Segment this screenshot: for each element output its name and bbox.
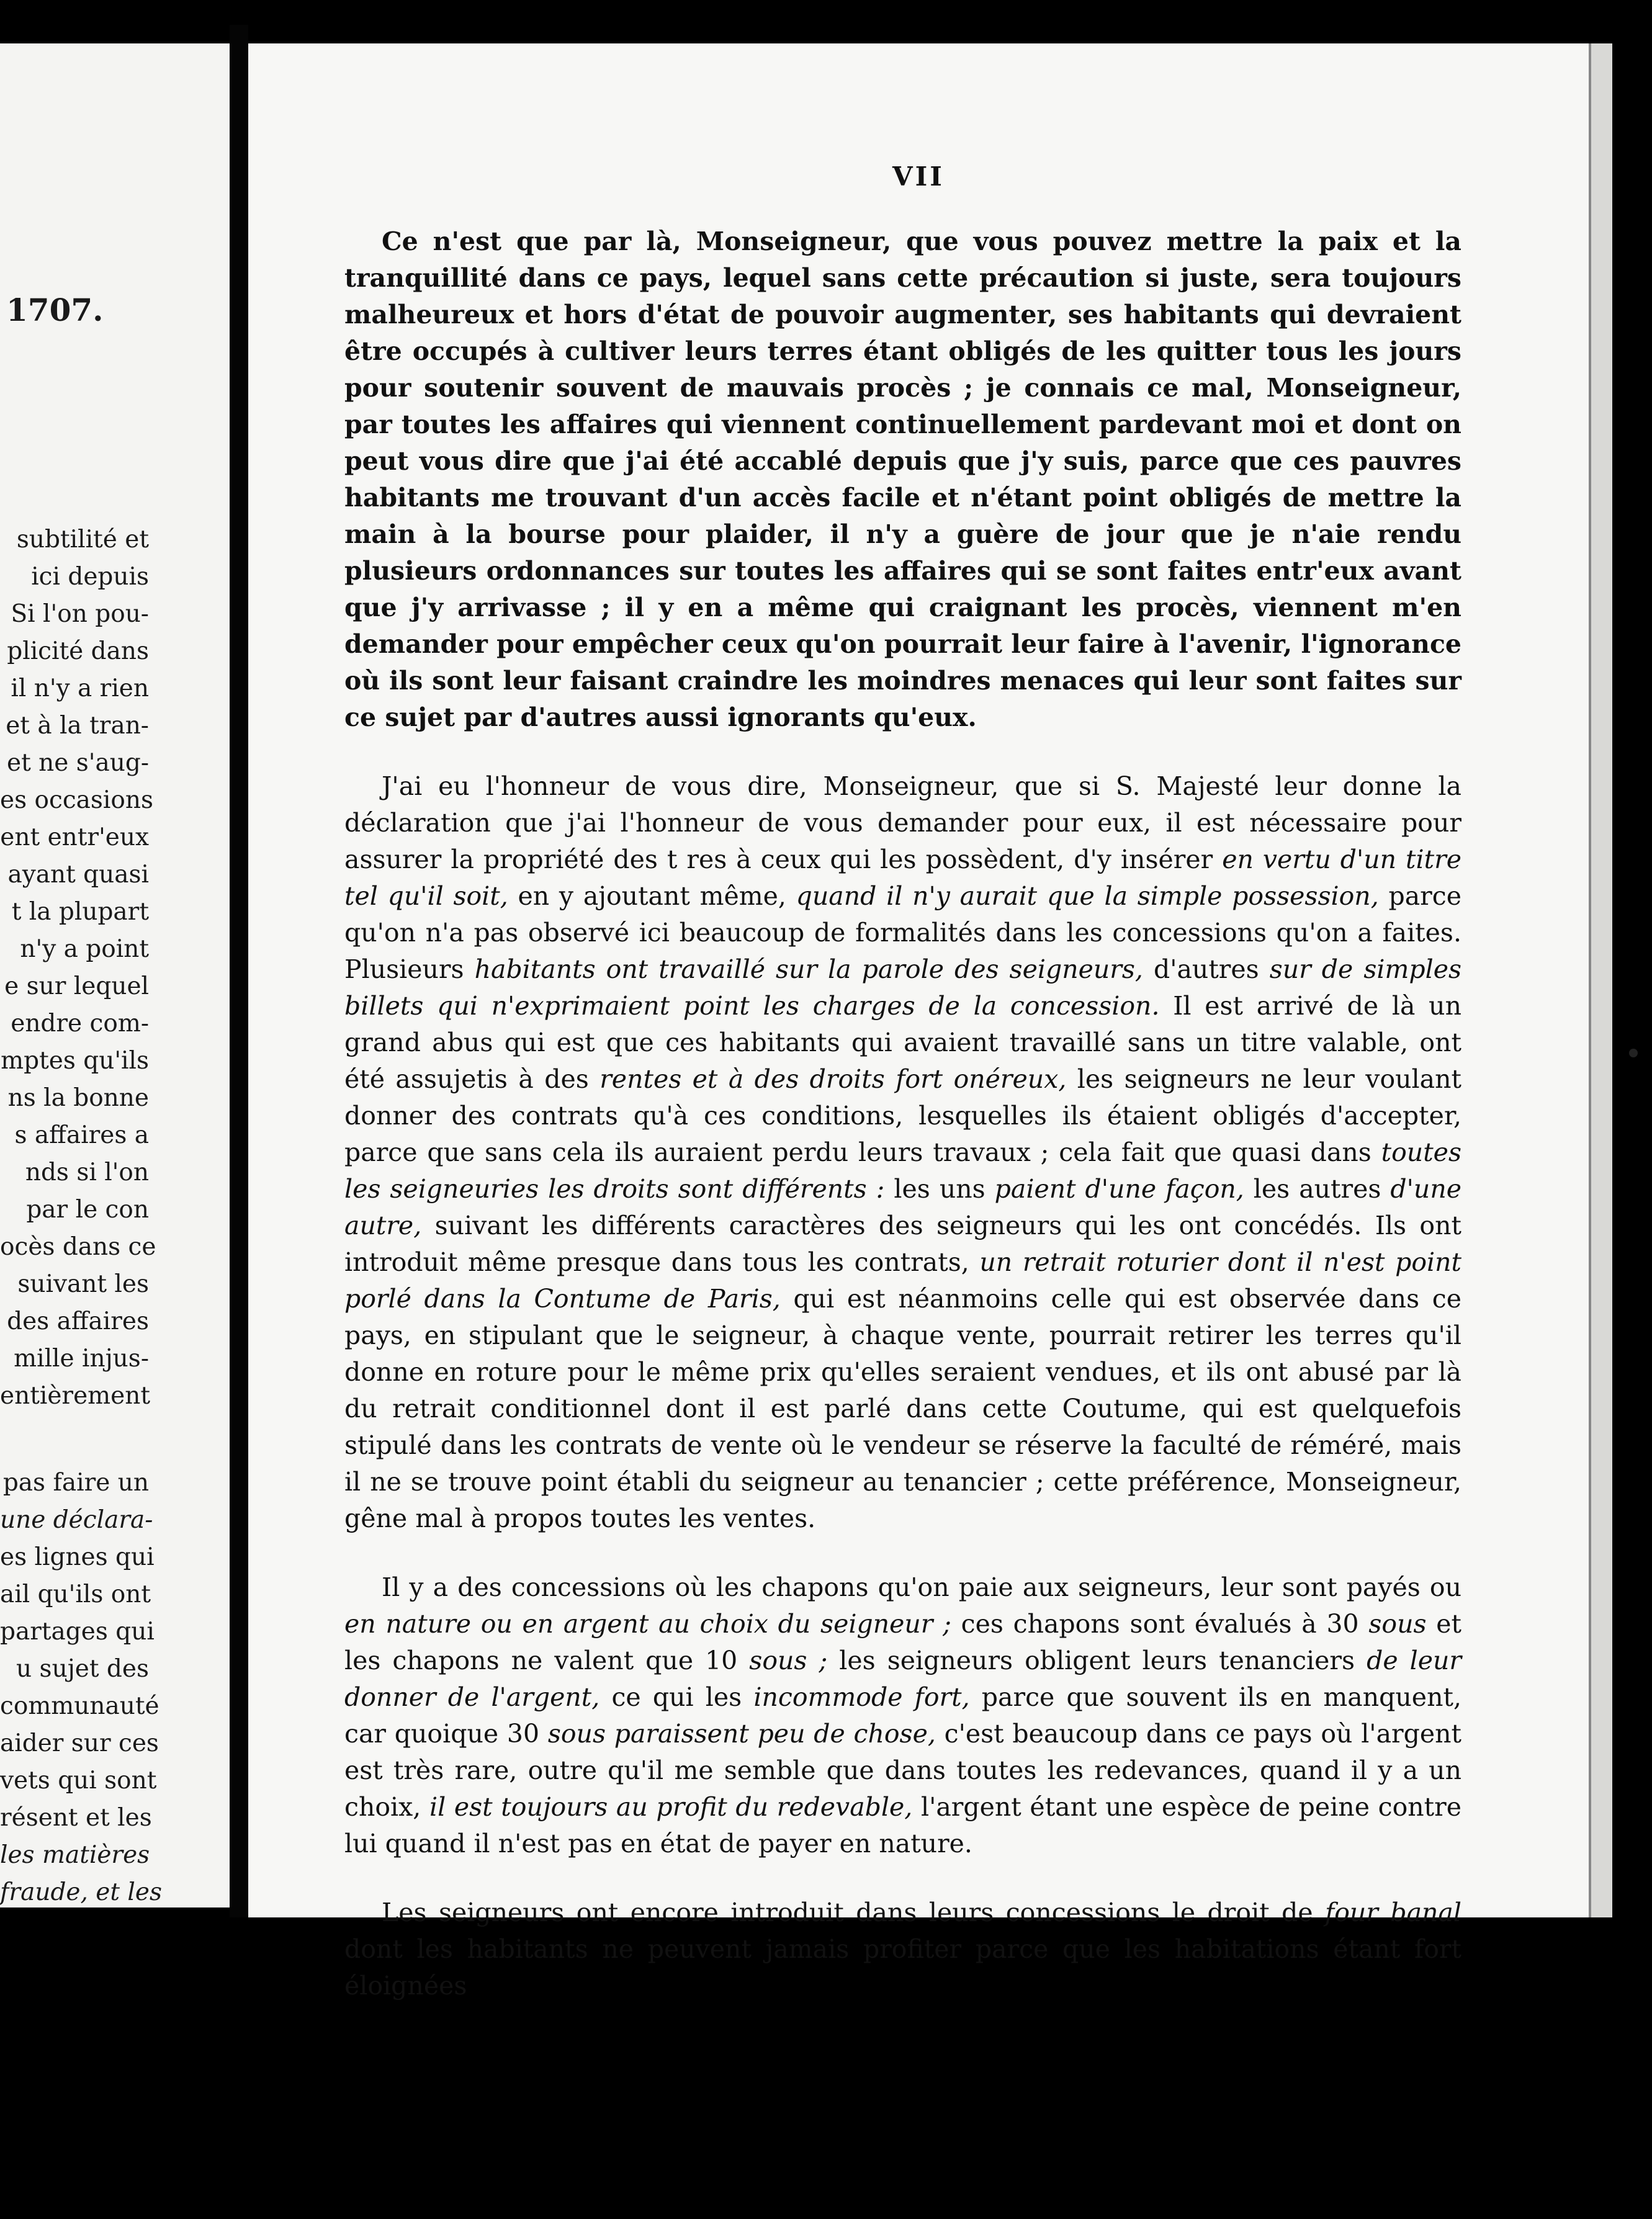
- facing-page-line: e sur lequel: [4, 972, 149, 1000]
- text-segment: l'argent étant une espèce de peine contre lui quand il n'est pas en état de payer en nature.: [344, 1792, 1462, 1858]
- facing-page-line: communauté: [0, 1692, 159, 1720]
- text-segment: J'ai eu l'honneur de vous dire, Monseigneur, que si S. Majesté leur donne la déclaration que j'ai l'honneur de vous demander pour eux, il est nécessaire pour assurer la propriété des t res à ceux qui les possèdent, d'y insérer: [344, 771, 1461, 874]
- facing-page-line: il n'y a rien: [11, 675, 149, 702]
- facing-page-line: nds si l'on: [25, 1159, 149, 1186]
- italic-segment: quand il n'y aurait que la simple possession,: [796, 881, 1379, 911]
- facing-page-line: partages qui: [0, 1618, 155, 1646]
- italic-segment: sous ;: [749, 1646, 828, 1675]
- text-segment: qui est néanmoins celle qui est observée dans ce pays, en stipulant que le seigneur, à chaque vente, pourrait retirer les terres qu'il donne en roture pour le même prix qu'elles seraient vendues, et ils ont abusé par là du retrait conditionnel dont il est parlé dans cette Coutume, qui est quelquefois stipulé dans les contrats de vente où le vendeur se réserve la faculté de réméré, mais il ne se trouve point établi du seigneur au tenancier ; cette préférence, Monseigneur, gêne mal à propos toutes les ventes.: [344, 1284, 1462, 1533]
- facing-page-line: fraude, et les: [0, 1878, 163, 1906]
- facing-page-line: ent entr'eux: [0, 823, 149, 851]
- facing-page-line: suivant les: [17, 1270, 149, 1298]
- facing-page-line: et ne s'aug-: [7, 749, 149, 777]
- text-segment: les uns: [884, 1174, 995, 1204]
- facing-page-line: une déclara-: [0, 1506, 153, 1534]
- page-edge: [1589, 43, 1612, 1917]
- italic-segment: en vertu d'un titre tel qu'il soit,: [344, 845, 1461, 911]
- facing-page-line: es occasions: [0, 786, 154, 814]
- facing-page-text: [0, 521, 230, 1911]
- text-segment: Il est arrivé de là un grand abus qui est que ces habitants qui avaient travaillé sans un titre valable, ont été assujetis à des: [344, 991, 1461, 1094]
- text-segment: c'est beaucoup dans ce pays où l'argent est très rare, outre qu'il me semble que dans toutes les redevances, quand il y a un choix,: [344, 1719, 1462, 1822]
- text-segment: les seigneurs obligent leurs tenanciers: [827, 1646, 1367, 1675]
- facing-page-line: entièrement: [0, 1382, 150, 1410]
- facing-page-line: t la plupart: [11, 898, 149, 926]
- text-segment: Ce n'est que par là, Monseigneur, que vous pouvez mettre la paix et la tranquillité dans ce pays, lequel sans cette précaution si juste, sera toujours malheureux et hors d'état de pouvoir augmenter, ses habitants qui devraient être occupés à cultiver leurs terres étant obligés de les quitter tous les jours pour soutenir souvent de mauvais procès ; je connais ce mal, Monseigneur, par toutes les affaires qui viennent continuellement pardevant moi et dont on peut vous dire que j'ai été accablé depuis que j'y suis, parce que ces pauvres habitants me trouvant d'un accès facile et n'étant point obligés de mettre la main à la bourse pour plaider, il n'y a guère de jour que je n'aie rendu plusieurs ordonnances sur toutes les affaires qui se sont faites entr'eux avant que j'y arrivasse ; il y en a même qui craignant les procès, viennent m'en demander pour empêcher ceux qu'on pourrait leur faire à l'avenir, l'ignorance où ils sont leur faisant craindre les moindres menaces qui leur sont faites sur ce sujet par d'autres aussi ignorants qu'eux.: [344, 226, 1461, 732]
- text-segment: en y ajoutant même,: [508, 881, 796, 911]
- italic-segment: rentes et à des droits fort onéreux,: [599, 1064, 1067, 1094]
- facing-page-line: endre com-: [11, 1010, 149, 1038]
- text-segment: ce qui les: [599, 1682, 754, 1712]
- facing-page-line: par le con: [26, 1196, 149, 1224]
- text-segment: ces chapons sont évalués à 30: [951, 1609, 1369, 1639]
- facing-page-line: ocès dans ce: [0, 1233, 156, 1261]
- facing-page-line: ici depuis: [31, 563, 149, 591]
- text-segment: Les seigneurs ont encore introduit dans leurs concessions le droit de: [382, 1898, 1326, 1927]
- text-segment: d'autres: [1142, 954, 1270, 984]
- text-segment: dont les habitants ne peuvent jamais profiter parce que les habitations étant fort éloignées: [344, 1934, 1461, 2001]
- facing-page-line: résent et les: [0, 1804, 152, 1832]
- text-segment: et les chapons ne valent que 10: [344, 1609, 1461, 1675]
- text-segment: les autres: [1244, 1174, 1391, 1204]
- italic-segment: un retrait roturier dont il n'est point porlé dans la Contume de Paris,: [344, 1247, 1461, 1314]
- italic-segment: sur de simples billets qui n'exprimaient point les charges de la concession.: [344, 954, 1462, 1021]
- facing-page-line: ail qu'ils ont: [0, 1580, 151, 1608]
- paragraph: [344, 1894, 1461, 2004]
- page-number-header: VII: [892, 161, 945, 192]
- scan-speck: [1629, 1049, 1638, 1057]
- facing-page-line: pas faire un: [2, 1469, 149, 1497]
- facing-page-fragment: [0, 43, 230, 1907]
- facing-page-line: es lignes qui: [0, 1543, 155, 1571]
- facing-page-line: ns la bonne: [7, 1084, 149, 1112]
- facing-page-line: Si l'on pou-: [11, 600, 149, 628]
- facing-page-line: des affaires: [7, 1307, 149, 1335]
- facing-page-line: aider sur ces: [0, 1729, 159, 1757]
- facing-page-line: mptes qu'ils: [1, 1047, 149, 1075]
- italic-segment: il est toujours au profit du redevable,: [429, 1792, 913, 1822]
- italic-segment: en nature ou en argent au choix du seigneur ;: [344, 1609, 951, 1639]
- facing-page-line: mille injus-: [14, 1345, 149, 1373]
- facing-page-year: 1707.: [6, 292, 104, 328]
- italic-segment: d'une autre,: [344, 1174, 1461, 1240]
- text-segment: parce qu'on n'a pas observé ici beaucoup de formalités dans les concessions qu'on a faites. Plusieurs: [344, 881, 1461, 984]
- italic-segment: sous: [1368, 1609, 1427, 1639]
- paragraph: [344, 768, 1461, 1537]
- facing-page-line: subtilité et: [16, 526, 149, 554]
- facing-page-line: u sujet des: [16, 1655, 149, 1683]
- text-segment: Il y a des concessions où les chapons qu'on paie aux seigneurs, leur sont payés ou: [382, 1572, 1461, 1602]
- facing-page-line: s affaires a: [14, 1121, 149, 1149]
- facing-page-line: plicité dans: [7, 637, 149, 665]
- italic-segment: four banal: [1325, 1898, 1461, 1927]
- paragraph: [344, 1569, 1461, 1862]
- italic-segment: toutes les seigneuries les droits sont différents :: [344, 1137, 1461, 1204]
- italic-segment: incommode fort,: [753, 1682, 970, 1712]
- text-segment: suivant les différents caractères des seigneurs qui les ont concédés. Ils ont introduit même presque dans tous les contrats,: [344, 1211, 1461, 1277]
- book-gutter: [230, 25, 248, 1917]
- text-segment: parce que souvent ils en manquent, car quoique 30: [344, 1682, 1461, 1749]
- italic-segment: sous paraissent peu de chose,: [547, 1719, 936, 1749]
- italic-segment: de leur donner de l'argent,: [344, 1646, 1461, 1712]
- text-segment: les seigneurs ne leur voulant donner des contrats qu'à ces conditions, lesquelles ils étaient obligés d'accepter, parce que sans cela ils auraient perdu leurs travaux ; cela fait que quasi dans: [344, 1064, 1461, 1167]
- italic-segment: habitants ont travaillé sur la parole des seigneurs,: [474, 954, 1143, 984]
- facing-page-line: n'y a point: [20, 935, 149, 963]
- facing-page-line: les matières: [0, 1841, 150, 1869]
- page-body: [344, 223, 1461, 2004]
- facing-page-line: [0, 1415, 230, 1464]
- facing-page-line: ayant quasi: [7, 861, 149, 889]
- facing-page-line: et à la tran-: [6, 712, 149, 740]
- italic-segment: paient d'une façon,: [994, 1174, 1244, 1204]
- document-page: [248, 43, 1589, 2001]
- facing-page-line: vets qui sont: [0, 1767, 157, 1795]
- paragraph: [344, 223, 1461, 736]
